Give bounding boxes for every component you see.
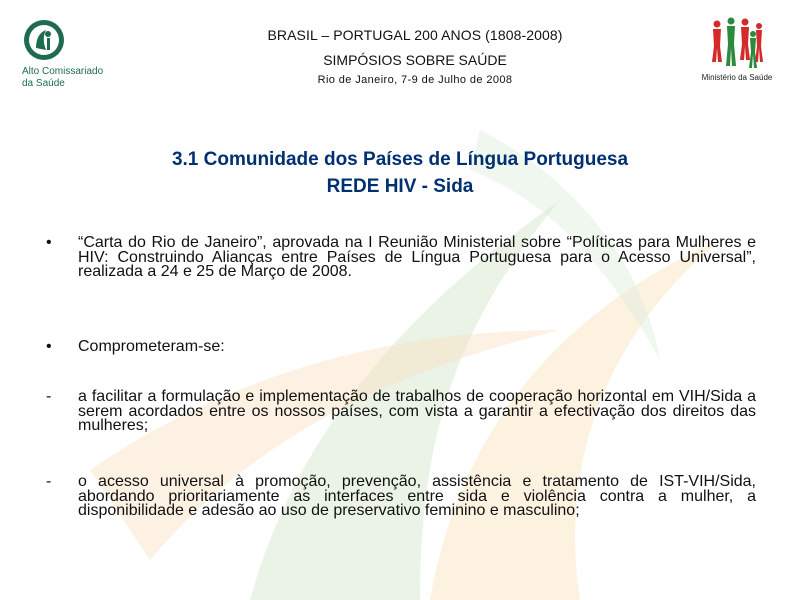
bullet-text: Comprometeram-se: <box>78 338 225 355</box>
logo-left-line2: da Saúde <box>22 78 65 89</box>
health-commission-emblem-icon <box>22 18 66 62</box>
slide-title <box>40 146 760 200</box>
slide-title-line2: REDE HIV - Sida <box>326 176 474 197</box>
ministry-figures-icon <box>709 16 765 72</box>
alto-comissariado-logo <box>22 18 152 90</box>
dash-item-facilitar <box>40 390 756 434</box>
event-subtitle: SIMPÓSIOS SOBRE SAÚDE <box>323 52 507 68</box>
event-title: BRASIL – PORTUGAL 200 ANOS (1808-2008) <box>267 27 563 43</box>
dash-marker: - <box>46 473 52 490</box>
dash-text: a facilitar a formulação e implementação de trabalhos de cooperação horizontal em VIH/Sida a serem acordados entre os nossos países, com vista a garantir a efectivação dos direitos das mulheres; <box>78 388 756 434</box>
bullet-item-carta <box>40 236 756 280</box>
dash-item-acesso <box>40 475 756 519</box>
bullet-item-comprometeram <box>40 340 756 355</box>
event-location-date: Rio de Janeiro, 7-9 de Julho de 2008 <box>317 74 513 86</box>
event-header <box>190 27 640 86</box>
bullet-text: “Carta do Rio de Janeiro”, aprovada na I Reunião Ministerial sobre “Políticas para Mulheres e HIV: Construindo Alianças entre Países de Língua Portuguesa para o Acesso Universal”, realizada a 24 e 25 de Março de 2008. <box>78 234 756 280</box>
slide-title-line1: 3.1 Comunidade dos Países de Língua Portuguesa <box>171 149 629 170</box>
bullet-marker: • <box>46 338 52 355</box>
logo-left-line1: Alto Comissariado <box>22 66 104 77</box>
dash-text: o acesso universal à promoção, prevenção, assistência e tratamento de IST-VIH/Sida, abordando prioritariamente as interfaces entre sida e violência contra a mulher, a disponibilidade e adesão ao uso de preservativo feminino e masculino; <box>78 473 756 519</box>
dash-marker: - <box>46 388 52 405</box>
bullet-marker: • <box>46 234 52 251</box>
logo-right-caption: Ministério da Saúde <box>701 73 773 82</box>
ministerio-saude-logo <box>692 16 782 82</box>
